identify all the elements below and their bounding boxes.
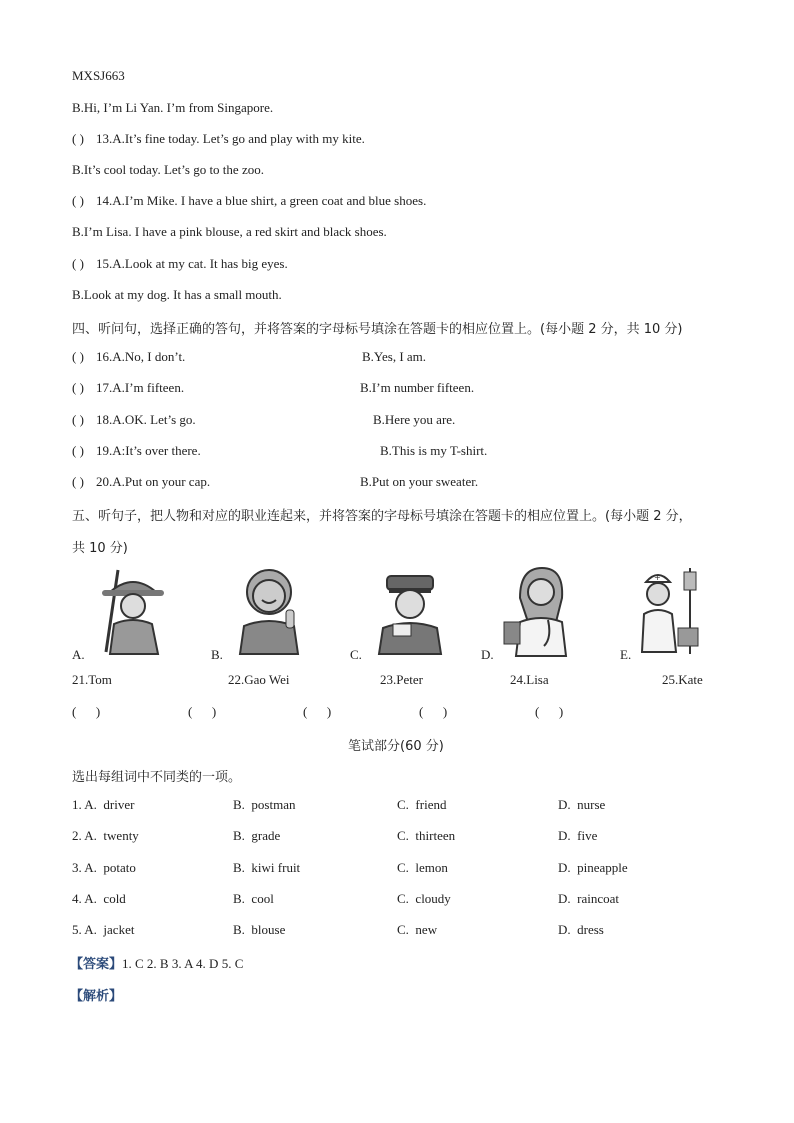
option-b: B. cool — [233, 891, 274, 906]
answer-parens: ( ) — [303, 704, 332, 719]
question-line: ( ) 14.A.I’m Mike. I have a blue shirt, a green coat and blue shoes. — [72, 193, 427, 208]
question-17: ( ) 17.A.I’m fifteen. — [72, 380, 185, 395]
option-a: 2. A. twenty — [72, 828, 139, 843]
question-line: ( ) 13.A.It’s fine today. Let’s go and play with my kite. — [72, 131, 365, 146]
question-16: ( ) 16.A.No, I don’t. — [72, 349, 186, 364]
question-19: ( ) 19.A:It’s over there. — [72, 443, 201, 458]
answer-parens: ( ) — [188, 704, 217, 719]
option-c: C. friend — [397, 797, 447, 812]
option-b: B.I’m number fifteen. — [360, 380, 475, 395]
picture-label: A. — [72, 647, 85, 662]
question-18: ( ) 18.A.OK. Let’s go. — [72, 412, 196, 427]
svg-text:+: + — [654, 573, 661, 582]
person-name: 23.Peter — [380, 672, 423, 687]
option-a: 4. A. cold — [72, 891, 126, 906]
picture-label: B. — [211, 647, 223, 662]
header-code: MXSJ663 — [72, 68, 125, 83]
picture-label: C. — [350, 647, 362, 662]
question-line: B.Hi, I’m Li Yan. I’m from Singapore. — [72, 100, 274, 115]
person-name: 24.Lisa — [510, 672, 549, 687]
answer-line — [70, 953, 243, 972]
option-d: D. dress — [558, 922, 604, 937]
question-line: B.Look at my dog. It has a small mouth. — [72, 287, 282, 302]
question-20: ( ) 20.A.Put on your cap. — [72, 474, 211, 489]
option-c: C. cloudy — [397, 891, 451, 906]
written-part-title: 笔试部分(60 分) — [348, 739, 444, 754]
person-name: 22.Gao Wei — [228, 672, 290, 687]
picture-label: D. — [481, 647, 494, 662]
option-a: 1. A. driver — [72, 797, 135, 812]
option-b: B.Here you are. — [373, 412, 456, 427]
odd-one-out-instruction: 选出每组词中不同类的一项。 — [72, 770, 242, 785]
answer-parens: ( ) — [419, 704, 448, 719]
option-b: B. postman — [233, 797, 296, 812]
section4-title: 四、听问句，选择正确的答句，并将答案的字母标号填涂在答题卡的相应位置上。(每小题 2 分，共 10 分) — [72, 322, 683, 337]
option-b: B.Yes, I am. — [362, 349, 427, 364]
postman-icon — [365, 562, 455, 658]
option-b: B. kiwi fruit — [233, 860, 301, 875]
answer-label: 【答案】 — [70, 957, 123, 972]
option-c: C. new — [397, 922, 438, 937]
boy-icon — [226, 562, 316, 658]
section5-title-line1: 五、听句子，把人物和对应的职业连起来，并将答案的字母标号填涂在答题卡的相应位置上。(每小题 2 分， — [72, 509, 692, 524]
person-name: 21.Tom — [72, 672, 112, 687]
question-line: ( ) 15.A.Look at my cat. It has big eyes. — [72, 256, 288, 271]
farmer-icon — [88, 562, 178, 658]
option-d: D. five — [558, 828, 598, 843]
option-d: D. pineapple — [558, 860, 628, 875]
option-b: B. grade — [233, 828, 281, 843]
section5-title-line2: 共 10 分) — [72, 541, 128, 556]
doctor-icon — [496, 562, 586, 658]
nurse-icon — [626, 562, 716, 658]
question-line: B.I’m Lisa. I have a pink blouse, a red skirt and black shoes. — [72, 224, 387, 239]
option-a: 3. A. potato — [72, 860, 136, 875]
option-c: C. lemon — [397, 860, 448, 875]
picture-label: E. — [620, 647, 632, 662]
analysis-label: 【解析】 — [70, 989, 123, 1004]
answer-parens: ( ) — [72, 704, 101, 719]
answer-text: 1. C 2. B 3. A 4. D 5. C — [122, 956, 244, 971]
option-c: C. thirteen — [397, 828, 456, 843]
option-d: D. raincoat — [558, 891, 620, 906]
option-d: D. nurse — [558, 797, 606, 812]
person-name: 25.Kate — [662, 672, 703, 687]
option-b: B.This is my T-shirt. — [380, 443, 488, 458]
answer-parens: ( ) — [535, 704, 564, 719]
option-a: 5. A. jacket — [72, 922, 135, 937]
question-line: B.It’s cool today. Let’s go to the zoo. — [72, 162, 264, 177]
option-b: B.Put on your sweater. — [360, 474, 479, 489]
option-b: B. blouse — [233, 922, 286, 937]
